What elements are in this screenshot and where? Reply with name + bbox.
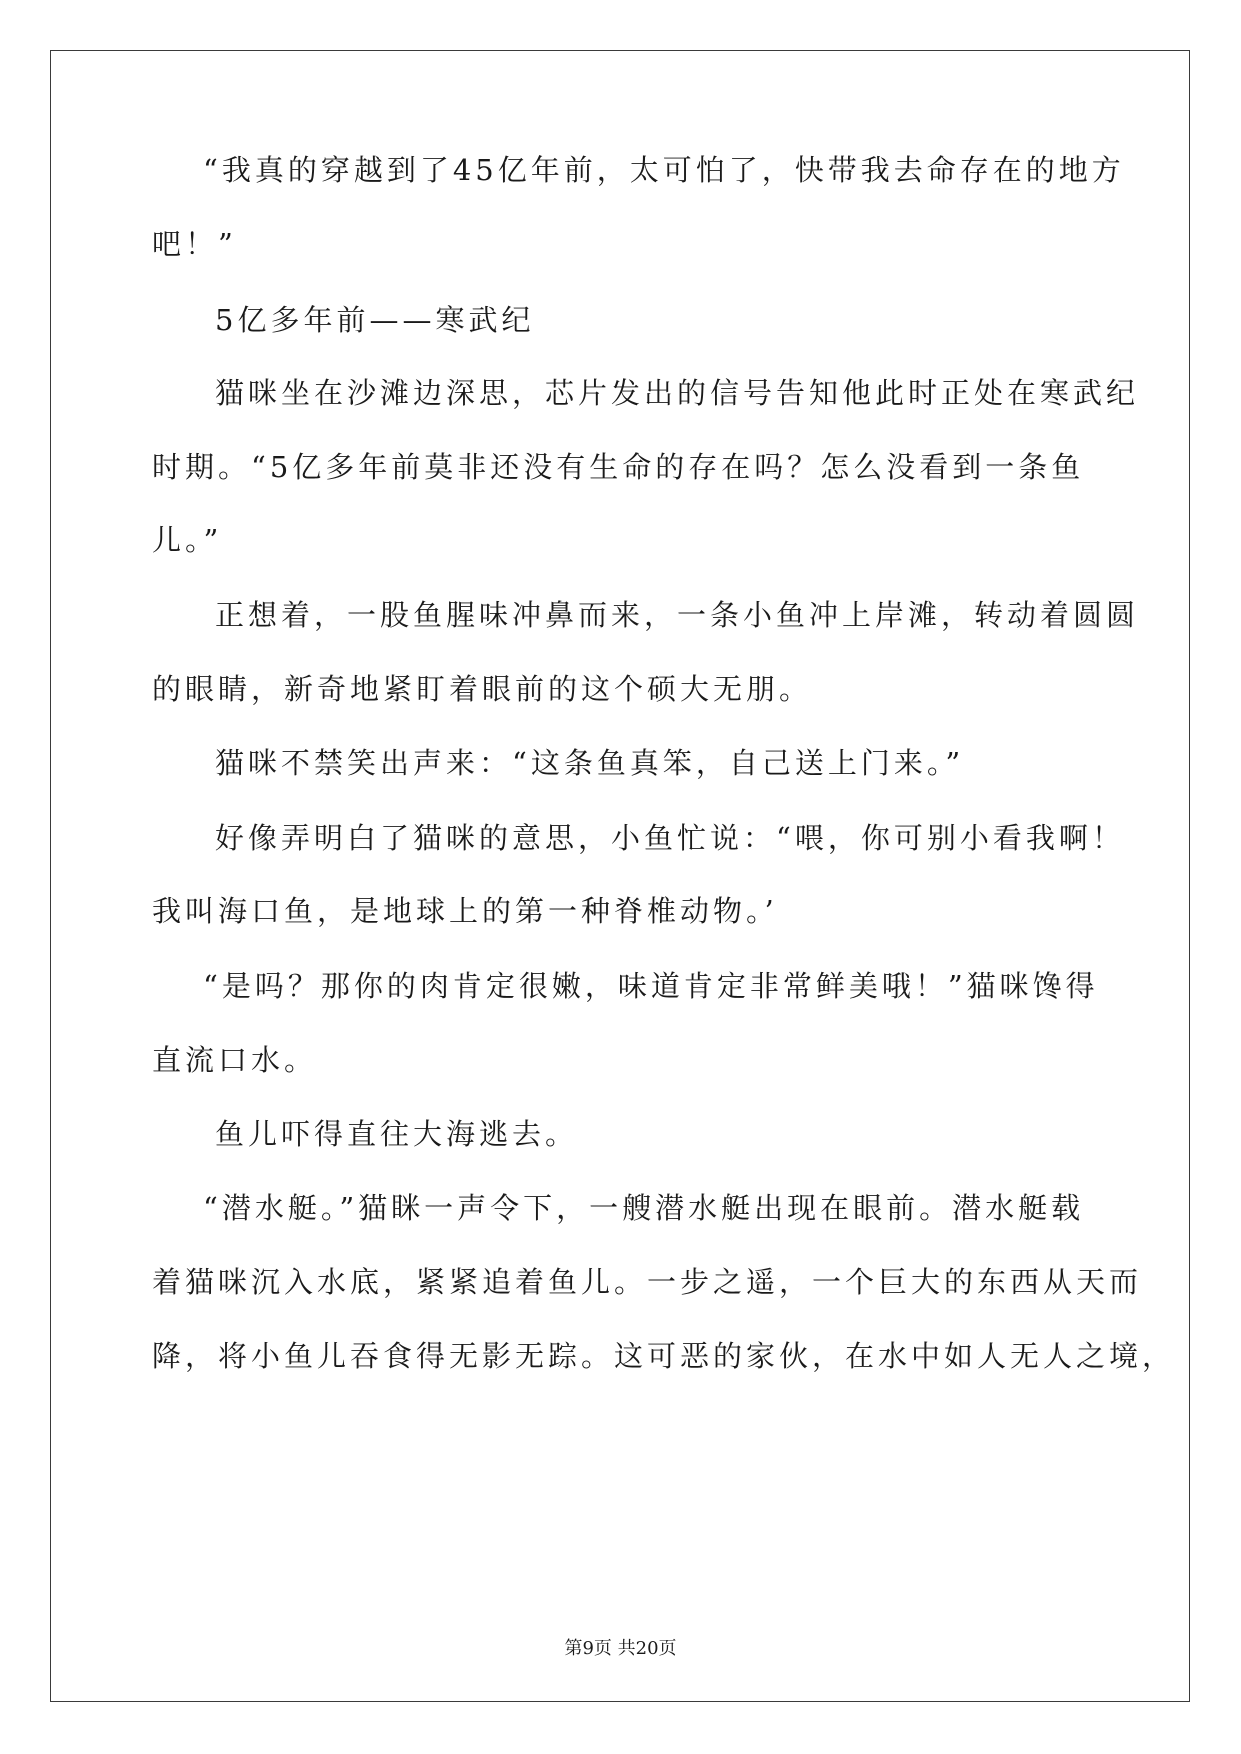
text-line: “是吗？那你的肉肯定很嫩，味道肯定非常鲜美哦！”猫咪馋得 (203, 969, 1099, 1003)
text-line: “潜水艇。”猫眯一声令下，一艘潜水艇出现在眼前。潜水艇载 (203, 1191, 1085, 1225)
text-line: “我真的穿越到了45亿年前，太可怕了，快带我去命存在的地方 (203, 153, 1125, 187)
text-line: 儿。” (152, 523, 223, 557)
text-line: 我叫海口鱼，是地球上的第一种脊椎动物。’ (152, 894, 778, 928)
section-heading: 5亿多年前——寒武纪 (215, 303, 535, 337)
text-line: 吧！” (152, 227, 237, 261)
text-line: 的眼睛，新奇地紧盯着眼前的这个硕大无朋。 (152, 672, 813, 706)
text-line: 直流口水。 (152, 1043, 318, 1077)
text-line: 时期。“5亿多年前莫非还没有生命的存在吗？怎么没看到一条鱼 (152, 450, 1085, 484)
text-line: 猫咪不禁笑出声来：“这条鱼真笨，自己送上门来。” (215, 746, 965, 780)
text-line: 着猫咪沉入水底，紧紧追着鱼儿。一步之遥，一个巨大的东西从天而 (152, 1265, 1143, 1299)
text-line: 鱼儿吓得直往大海逃去。 (215, 1117, 579, 1151)
text-line: 正想着，一股鱼腥味冲鼻而来，一条小鱼冲上岸滩，转动着圆圆 (215, 598, 1140, 632)
text-line: 好像弄明白了猫咪的意思，小鱼忙说：“喂，你可别小看我啊！ (215, 821, 1125, 855)
text-line: 降，将小鱼儿吞食得无影无踪。这可恶的家伙，在水中如人无人之境， (152, 1339, 1176, 1373)
page-number-footer: 第9页 共20页 (564, 1638, 677, 1659)
text-line: 猫咪坐在沙滩边深思，芯片发出的信号告知他此时正处在寒武纪 (215, 376, 1140, 410)
